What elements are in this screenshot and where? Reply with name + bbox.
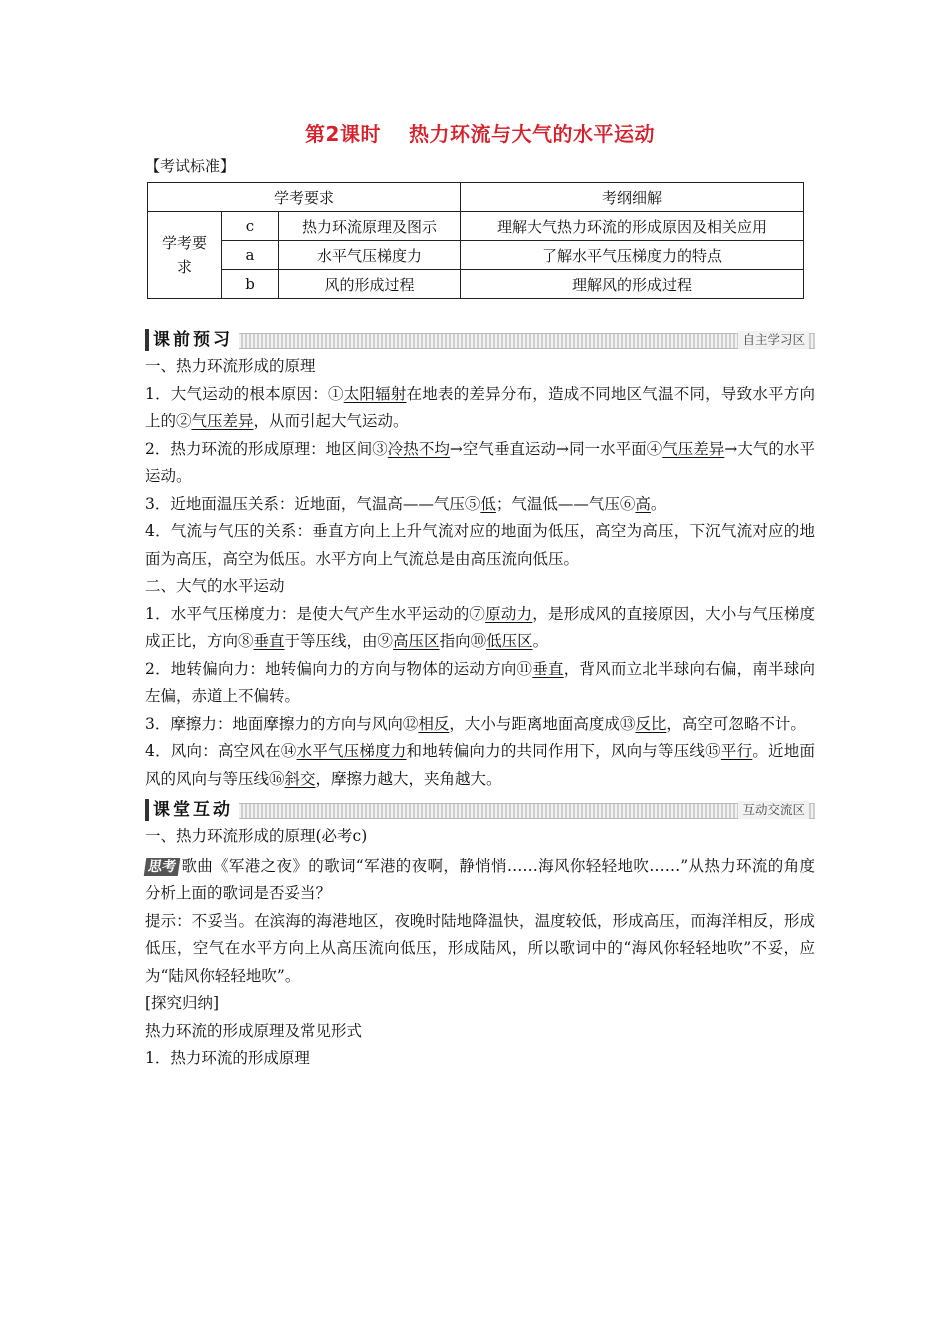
answer-blank: 垂直 xyxy=(253,632,285,650)
answer-blank: 斜交 xyxy=(284,769,316,788)
answer-blank: 低压区 xyxy=(486,632,533,650)
paragraph: 2．热力环流的形成原理：地区间③冷热不均→空气垂直运动→同一水平面④气压差异→大气的水平运动。 xyxy=(145,439,815,485)
table-cell-detail: 理解风的形成过程 xyxy=(461,270,804,299)
answer-blank: 气压差异 xyxy=(662,439,725,458)
heading: 二、大气的水平运动 xyxy=(145,577,285,595)
table-cell-level: c xyxy=(222,212,279,241)
answer-hint: 提示：不妥当。在滨海的海港地区，夜晚时陆地降温快，温度较低，形成高压，而海洋相反，形成低压，空气在水平方向上从高压流向低压，形成陆风，所以歌词中的“海风你轻轻地吹”不妥，应为“陆风你轻轻地吹”。 xyxy=(145,911,815,985)
section-tag: 自主学习区 xyxy=(738,331,809,349)
answer-blank: 高 xyxy=(635,494,651,513)
paragraph: 4．气流与气压的关系：垂直方向上上升气流对应的地面为低压，高空为高压，下沉气流对应的地面为高压，高空为低压。水平方向上气流总是由高压流向低压。 xyxy=(145,522,815,568)
paragraph: 1．水平气压梯度力：是使大气产生水平运动的⑦原动力，是形成风的直接原因，大小与气压梯度成正比，方向⑧垂直于等压线，由⑨高压区指向⑩低压区。 xyxy=(145,604,815,650)
table-cell-topic: 水平气压梯度力 xyxy=(279,241,461,270)
table-row-label: 学考要求 xyxy=(148,212,222,299)
table-cell-level: a xyxy=(222,241,279,270)
section-title: 课堂互动 xyxy=(145,799,239,821)
answer-blank: 原动力 xyxy=(485,604,533,623)
section-header-classroom xyxy=(145,797,815,823)
table-row xyxy=(148,241,804,270)
answer-blank: 太阳辐射 xyxy=(343,384,407,403)
section-tag: 互动交流区 xyxy=(738,801,809,819)
answer-blank: 相反 xyxy=(418,714,450,733)
answer-blank: 垂直 xyxy=(532,659,564,678)
paragraph: 4．风向：高空风在⑭水平气压梯度力和地转偏向力的共同作用下，风向与等压线⑮平行。近地面风的风向与等压线⑯斜交，摩擦力越大，夹角越大。 xyxy=(145,742,815,788)
document-page xyxy=(145,118,815,1073)
table-header-row xyxy=(148,183,804,212)
section-stripe xyxy=(237,333,815,349)
answer-blank: 低 xyxy=(480,494,496,513)
heading: 一、热力环流形成的原理(必考c) xyxy=(145,827,368,845)
answer-blank: 反比 xyxy=(635,714,667,733)
table-cell-level: b xyxy=(222,270,279,299)
table-header-cell: 学考要求 xyxy=(148,183,461,212)
exam-standard-table xyxy=(147,182,804,299)
lesson-number: 第2课时 xyxy=(305,122,381,146)
table-cell-topic: 风的形成过程 xyxy=(279,270,461,299)
think-question: 思考 歌曲《军港之夜》的歌词“军港的夜啊，静悄悄……海风你轻轻地吹……”从热力环流的角度分析上面的歌词是否妥当？ xyxy=(145,856,815,902)
answer-blank: 水平气压梯度力 xyxy=(296,742,407,760)
section-header-preview xyxy=(145,327,815,353)
section-stripe xyxy=(237,803,815,819)
answer-blank: 高压区 xyxy=(393,632,440,650)
paragraph: 1．大气运动的根本原因：①太阳辐射在地表的差异分布，造成不同地区气温不同，导致水平方向上的②气压差异，从而引起大气运动。 xyxy=(145,384,815,430)
lesson-title xyxy=(145,118,815,147)
lesson-topic: 热力环流与大气的水平运动 xyxy=(408,122,655,146)
heading: 一、热力环流形成的原理 xyxy=(145,357,316,375)
table-row xyxy=(148,212,804,241)
table-row xyxy=(148,270,804,299)
exam-standard-label: 【考试标准】 xyxy=(145,157,236,175)
explore-label: [探究归纳] xyxy=(145,994,220,1012)
paragraph: 3．摩擦力：地面摩擦力的方向与风向⑫相反，大小与距离地面高度成⑬反比，高空可忽略不计。 xyxy=(145,714,806,733)
list-item: 1．热力环流的形成原理 xyxy=(145,1049,310,1067)
sub-heading: 热力环流的形成原理及常见形式 xyxy=(145,1021,363,1040)
think-badge: 思考 xyxy=(144,858,181,876)
answer-blank: 冷热不均 xyxy=(387,439,450,458)
table-cell-detail: 了解水平气压梯度力的特点 xyxy=(461,241,804,270)
table-header-cell: 考纲细解 xyxy=(461,183,804,212)
answer-blank: 气压差异 xyxy=(191,412,254,430)
table-cell-detail: 理解大气热力环流的形成原因及相关应用 xyxy=(461,212,804,241)
paragraph: 2．地转偏向力：地转偏向力的方向与物体的运动方向⑪垂直，背风而立北半球向右偏，南半球向左偏，赤道上不偏转。 xyxy=(145,659,815,705)
section-title: 课前预习 xyxy=(145,329,239,351)
paragraph: 3．近地面温压关系：近地面，气温高——气压⑤低；气温低——气压⑥高。 xyxy=(145,494,667,513)
answer-blank: 平行 xyxy=(720,742,753,760)
table-cell-topic: 热力环流原理及图示 xyxy=(279,212,461,241)
